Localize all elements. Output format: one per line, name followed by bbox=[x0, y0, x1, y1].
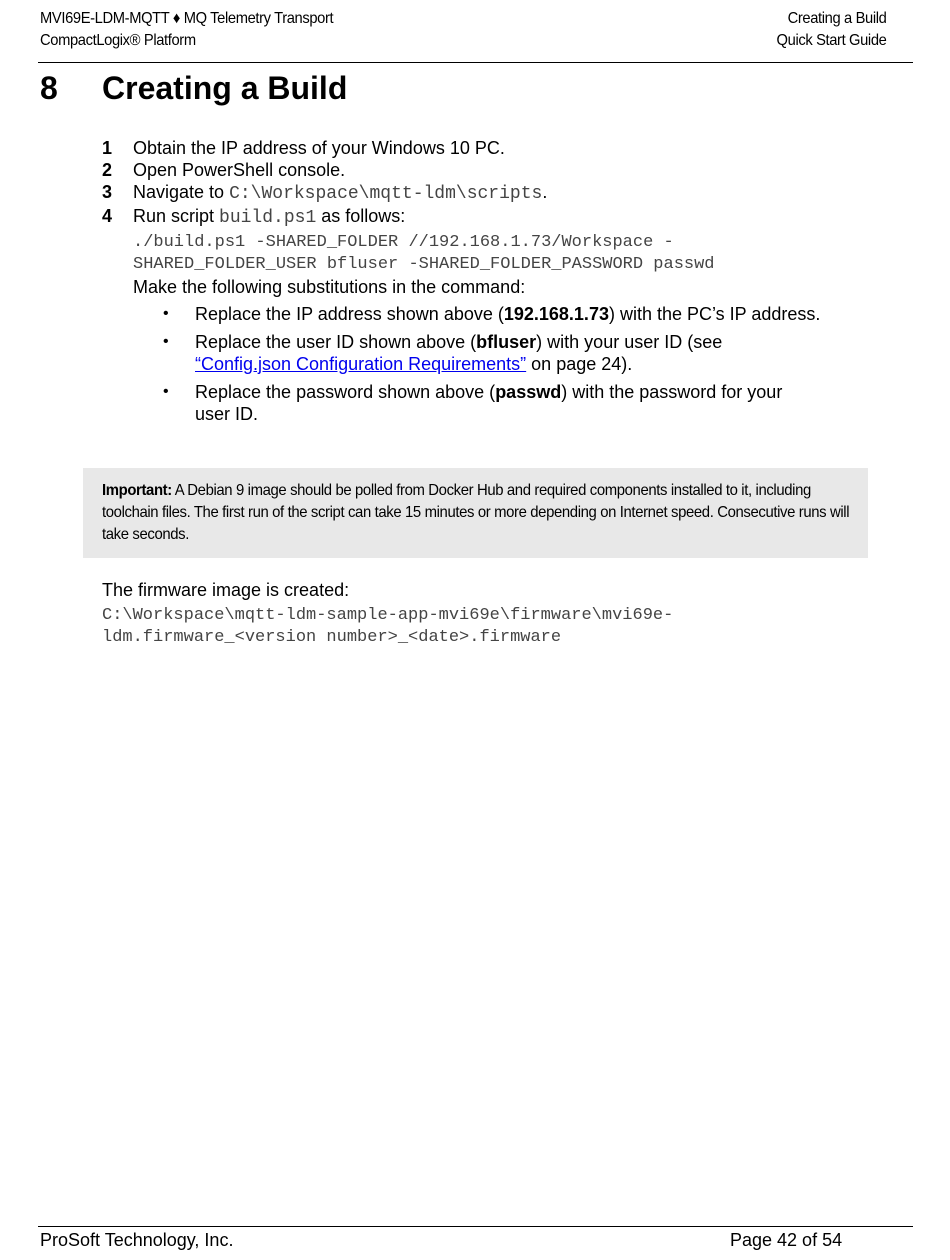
bullet-text: Replace the password shown above ( bbox=[195, 382, 496, 402]
step-text: Open PowerShell console. bbox=[133, 160, 346, 180]
important-note bbox=[83, 468, 868, 558]
guide-name: Quick Start Guide bbox=[776, 32, 886, 49]
step-text bbox=[133, 205, 405, 229]
firmware-path bbox=[102, 605, 862, 649]
list-item bbox=[133, 303, 822, 325]
bullet-text: on page 24). bbox=[526, 354, 633, 374]
step-text-after: as follows: bbox=[316, 206, 406, 226]
steps-list bbox=[102, 137, 822, 431]
step-3 bbox=[102, 181, 822, 205]
product-name: MVI69E-LDM-MQTT ♦ MQ Telemetry Transport bbox=[40, 10, 334, 27]
bullet-text: Replace the user ID shown above ( bbox=[195, 332, 477, 352]
note-label: Important: bbox=[102, 482, 172, 499]
result-section bbox=[102, 579, 862, 649]
ip-address-value: 192.168.1.73 bbox=[503, 304, 609, 324]
step-text-after: . bbox=[542, 182, 548, 202]
header-left bbox=[40, 8, 333, 52]
firmware-path-line: ldm.firmware_<version number>_<date>.firmware bbox=[102, 628, 562, 647]
bullet-icon: • bbox=[163, 305, 169, 322]
section-name: Creating a Build bbox=[787, 10, 886, 27]
bullet-text: Replace the IP address shown above ( bbox=[195, 304, 504, 324]
build-command bbox=[133, 232, 822, 276]
result-text: The firmware image is created: bbox=[102, 580, 350, 600]
firmware-path-line: C:\Workspace\mqtt-ldm-sample-app-mvi69e\firmware\mvi69e- bbox=[102, 606, 674, 625]
header-divider bbox=[38, 62, 913, 63]
page-title: Creating a Build bbox=[102, 70, 348, 106]
note-text: A Debian 9 image should be polled from Docker Hub and required components installed to it, including toolchain files. The first run of the script can take 15 minutes or more depending on Internet speed. Consecutive runs will take seconds. bbox=[102, 482, 850, 543]
step-text bbox=[133, 181, 547, 205]
step-text-before: Navigate to bbox=[133, 182, 230, 202]
command-line: SHARED_FOLDER_USER bfluser -SHARED_FOLDER_PASSWORD passwd bbox=[133, 255, 715, 274]
footer-divider bbox=[38, 1226, 913, 1227]
password-value: passwd bbox=[495, 382, 562, 402]
step-text: Obtain the IP address of your Windows 10 PC. bbox=[133, 138, 505, 158]
script-name-code: build.ps1 bbox=[219, 208, 317, 228]
page-number: Page 42 of 54 bbox=[730, 1230, 843, 1250]
step-text-before: Run script bbox=[133, 206, 220, 226]
config-requirements-link[interactable]: “Config.json Configuration Requirements” bbox=[195, 354, 527, 374]
step-number: 3 bbox=[102, 182, 113, 202]
step-1 bbox=[102, 137, 822, 159]
user-id-value: bfluser bbox=[476, 332, 537, 352]
scripts-path-code: C:\Workspace\mqtt-ldm\scripts bbox=[229, 184, 543, 204]
header-right bbox=[776, 8, 886, 52]
platform-name: CompactLogix® Platform bbox=[40, 32, 196, 49]
bullet-icon: • bbox=[163, 333, 169, 350]
step-2 bbox=[102, 159, 822, 181]
step-number: 1 bbox=[102, 138, 113, 158]
bullet-text: ) with the PC’s IP address. bbox=[608, 304, 821, 324]
command-line: ./build.ps1 -SHARED_FOLDER //192.168.1.73/Workspace - bbox=[133, 233, 674, 252]
bullet-icon: • bbox=[163, 383, 169, 400]
bullet-text: ) with the password for your user ID. bbox=[195, 382, 783, 424]
bullet-text: ) with your user ID (see bbox=[536, 332, 723, 352]
list-item bbox=[133, 381, 822, 425]
list-item bbox=[133, 331, 822, 375]
substitutions-intro: Make the following substitutions in the command: bbox=[133, 277, 526, 297]
step-number: 2 bbox=[102, 160, 113, 180]
chapter-number: 8 bbox=[40, 70, 58, 106]
step-number: 4 bbox=[102, 206, 113, 226]
footer-company: ProSoft Technology, Inc. bbox=[40, 1230, 234, 1250]
substitutions-list bbox=[133, 303, 822, 425]
step-4 bbox=[102, 205, 822, 229]
